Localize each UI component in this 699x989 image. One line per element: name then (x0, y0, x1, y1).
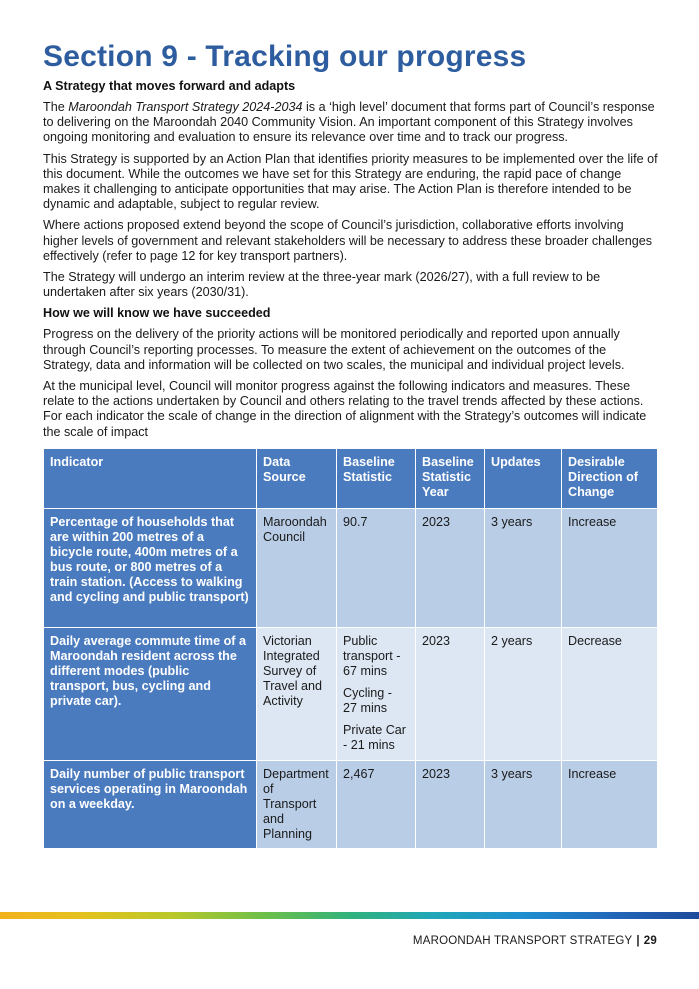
cell-direction: Increase (562, 508, 658, 627)
cell-year: 2023 (416, 760, 485, 848)
paragraph-municipal: At the municipal level, Council will monitor progress against the following indicators and measures. These relate to the actions undertaken by Council and others relating to the travel trends affected by these actions. For each indicator the scale of change in the direction of alignment with the Strategy’s outcomes will indicate the scale of impact (43, 379, 647, 439)
header-indicator: Indicator (44, 448, 257, 508)
cell-indicator: Percentage of households that are within 200 metres of a bicycle route, 400m metres of a bus route, or 800 metres of a train station. (Access to walking and cycling and public transport) (44, 508, 257, 627)
header-baseline-year: Baseline Statistic Year (416, 448, 485, 508)
page-title: Section 9 - Tracking our progress (43, 40, 527, 73)
section-heading-adapts: A Strategy that moves forward and adapts (43, 79, 296, 93)
table-row (44, 627, 658, 760)
table-row (44, 760, 658, 848)
indicators-table (43, 448, 658, 849)
cell-year: 2023 (416, 627, 485, 760)
cell-baseline: 90.7 (337, 508, 416, 627)
cell-source: Department of Transport and Planning (257, 760, 337, 848)
cell-source: Maroondah Council (257, 508, 337, 627)
cell-source: Victorian Integrated Survey of Travel and Activity (257, 627, 337, 760)
paragraph-action-plan: This Strategy is supported by an Action Plan that identifies priority measures to be implemented over the life of this document. While the outcomes we have set for this Strategy are enduring, the rapid pace of change makes it challenging to anticipate opportunities that may arise. The Action Plan is therefore intended to be dynamic and adaptable, subject to regular review. (43, 151, 658, 212)
strategy-name: Maroondah Transport Strategy 2024-2034 (68, 100, 303, 114)
cell-baseline: 2,467 (337, 760, 416, 848)
header-data-source: Data Source (257, 448, 337, 508)
footer-separator: | (636, 935, 640, 947)
cell-updates: 2 years (485, 627, 562, 760)
table-header-row (44, 448, 658, 508)
page-number: 29 (643, 935, 657, 947)
cell-indicator: Daily average commute time of a Maroondah resident across the different modes (public transport, bus, cycling and private car). (44, 627, 257, 760)
cell-direction: Increase (562, 760, 658, 848)
footer-label: MAROONDAH TRANSPORT STRATEGY (412, 935, 633, 947)
paragraph-intro: The Maroondah Transport Strategy 2024-2034 is a ‘high level’ document that forms part of Council’s response to delivering on the Maroondah 2040 Community Vision. An important component of this Strategy involves ongoing monitoring and evaluation to ensure its relevance over time and to track our progress. (43, 100, 655, 145)
paragraph-collaboration: Where actions proposed extend beyond the scope of Council’s jurisdiction, collaborative efforts involving higher levels of government and relevant stakeholders will be necessary to address these broader challenges effectively (refer to page 12 for key transport partners). (43, 218, 653, 263)
cell-baseline: Public transport - 67 mins Cycling - 27 mins Private Car - 21 mins (337, 627, 416, 760)
header-direction: Desirable Direction of Change (562, 448, 658, 508)
cell-updates: 3 years (485, 760, 562, 848)
cell-direction: Decrease (562, 627, 658, 760)
cell-updates: 3 years (485, 508, 562, 627)
content (43, 79, 659, 849)
header-baseline-statistic: Baseline Statistic (337, 448, 416, 508)
footer-color-stripe (0, 912, 699, 919)
table-row (44, 508, 658, 627)
paragraph-progress: Progress on the delivery of the priority actions will be monitored periodically and reported upon annually through Council’s reporting processes. To measure the extent of achievement on the outcomes of the Strategy, data and information will be collected on two scales, the municipal and individual project levels. (43, 327, 625, 372)
cell-year: 2023 (416, 508, 485, 627)
cell-indicator: Daily number of public transport services operating in Maroondah on a weekday. (44, 760, 257, 848)
page-footer (413, 935, 657, 947)
paragraph-review: The Strategy will undergo an interim review at the three-year mark (2026/27), with a full review to be undertaken after six years (2030/31). (43, 270, 601, 300)
section-heading-success: How we will know we have succeeded (43, 306, 271, 321)
header-updates: Updates (485, 448, 562, 508)
